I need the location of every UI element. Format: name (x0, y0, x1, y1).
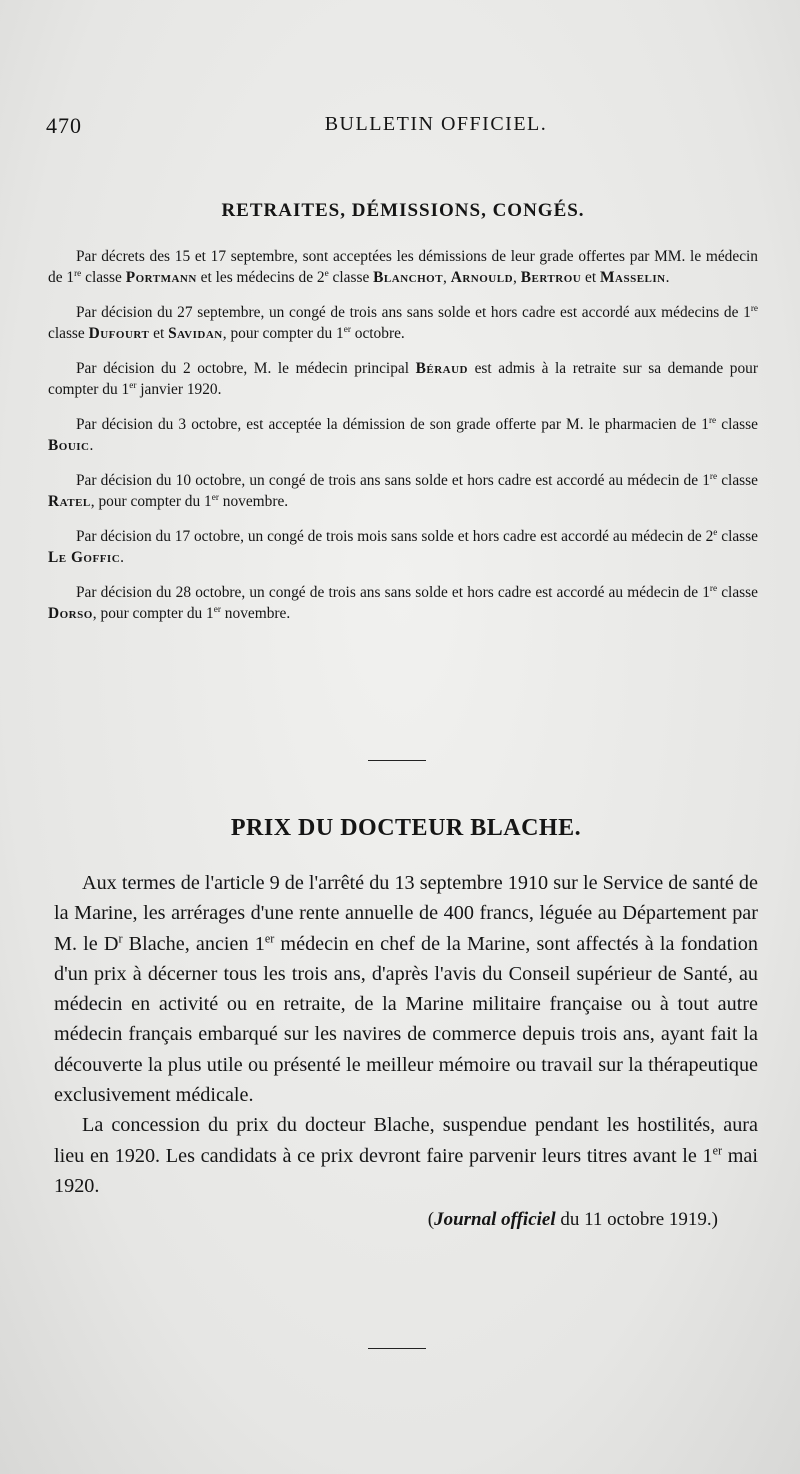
ordinal-superscript: e (324, 267, 329, 278)
person-name: Dufourt (88, 325, 150, 342)
person-name: Blanchot (373, 269, 444, 286)
page-number: 470 (46, 113, 82, 138)
ordinal-superscript: er (712, 1142, 723, 1157)
paragraph: Par décision du 27 septembre, un congé de trois ans sans solde et hors cadre est accordé aux médecins de 1re classe Dufourt et Savidan, pour compter du 1er octobre. (48, 302, 758, 342)
section-prix-blache (54, 815, 758, 1231)
ordinal-superscript: er (211, 491, 219, 502)
paragraph: Par décrets des 15 et 17 septembre, sont acceptées les démissions de leur grade offertes par MM. le médecin de 1re classe Portmann et les médecins de 2e classe Blanchot, Arnould, Bertrou et Masselin. (48, 248, 758, 286)
person-name: Masselin (600, 269, 666, 286)
paragraph: Par décision du 10 octobre, un congé de trois ans sans solde et hors cadre est accordé au médecin de 1re classe Ratel, pour compter du 1er novembre. (48, 470, 758, 510)
section-title-retraites: RETRAITES, DÉMISSIONS, CONGÉS. (221, 200, 585, 221)
person-name: Savidan (168, 325, 223, 342)
ordinal-superscript: er (264, 930, 275, 945)
person-name: Le Goffic (48, 549, 121, 566)
ordinal-superscript: er (213, 603, 221, 614)
running-head (46, 113, 766, 143)
citation-open: ( (427, 1209, 435, 1231)
ordinal-superscript: re (708, 414, 717, 425)
ordinal-superscript: er (129, 379, 137, 390)
paragraph: Par décision du 28 octobre, un congé de trois ans sans solde et hors cadre est accordé au médecin de 1re classe Dorso, pour compter du 1er novembre. (48, 582, 758, 622)
paragraph: Par décision du 3 octobre, est acceptée la démission de son grade offerte par M. le pharmacien de 1re classe Bouic. (48, 414, 758, 454)
person-name: Béraud (415, 360, 468, 377)
section-retraites (48, 200, 758, 638)
end-divider (368, 1348, 426, 1349)
person-name: Arnould (450, 269, 514, 286)
paragraph: Par décision du 17 octobre, un congé de trois mois sans solde et hors cadre est accordé au médecin de 2e classe Le Goffic. (48, 526, 758, 566)
ordinal-superscript: e (713, 526, 718, 537)
paragraph: La concession du prix du docteur Blache, suspendue pendant les hostilités, aura lieu en 1920. Les candidats à ce prix devront faire parvenir leurs titres avant le 1er mai 1920. (54, 1114, 758, 1197)
ordinal-superscript: re (709, 582, 718, 593)
paragraph: Par décision du 2 octobre, M. le médecin principal Béraud est admis à la retraite sur sa demande pour compter du 1er janvier 1920. (48, 360, 758, 398)
person-name: Bouic (48, 437, 90, 454)
person-name: Bertrou (520, 269, 582, 286)
person-name: Ratel (48, 493, 91, 510)
ordinal-superscript: re (709, 470, 718, 481)
ordinal-superscript: re (750, 302, 758, 313)
ordinal-superscript: er (343, 323, 351, 334)
person-name: Portmann (125, 269, 197, 286)
citation-rest: du 11 octobre 1919.) (555, 1209, 718, 1231)
citation (54, 1209, 718, 1231)
prix-paragraphs (54, 868, 758, 1201)
retraites-paragraphs (48, 246, 758, 624)
paragraph: Aux termes de l'article 9 de l'arrêté du 13 septembre 1910 sur le Service de santé de la Marine, les arrérages d'une rente annuelle de 400 francs, léguée au Département par M. le $D^r$ Blache, ancien 1er médecin en chef de la Marine, sont affectés à la fondation d'un prix à décerner tous les trois ans, d'après l'avis du Conseil supérieur de Santé, au médecin en activité ou en retraite, de la Marine militaire française ou à tout autre médecin français embarqué sur les navires de commerce depuis trois ans, ayant fait la découverte la plus utile ou présenté le meilleur mémoire ou travail sur la thérapeutique exclusivement médicale. (54, 872, 758, 1107)
section-divider (368, 760, 426, 761)
section-title-prix: PRIX DU DOCTEUR BLACHE. (230, 815, 582, 841)
journal-title: BULLETIN OFFICIEL. (324, 113, 548, 135)
ordinal-superscript: r (118, 930, 123, 945)
person-name: Dorso (48, 605, 93, 622)
citation-source: Journal officiel (434, 1209, 556, 1231)
ordinal-superscript: re (74, 267, 82, 278)
